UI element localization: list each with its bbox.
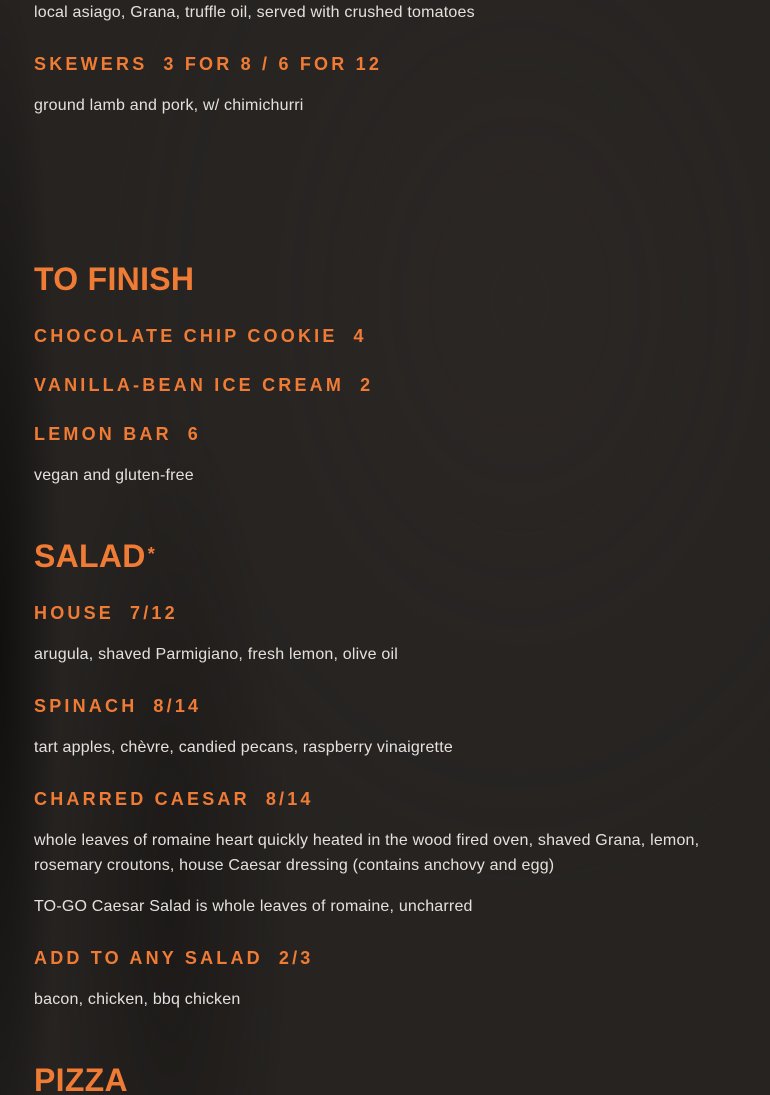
item-description: bacon, chicken, bbq chicken [34, 991, 241, 1008]
item-price: 8/14 [153, 696, 202, 716]
menu-item-house [34, 601, 178, 625]
item-price: 2/3 [278, 948, 314, 968]
item-description: whole leaves of romaine heart quickly heated in the wood fired oven, shaved Grana, lemon, rosemary croutons, house Caesar dressing (contains anchovy and egg) [34, 832, 700, 874]
menu-item-spinach [34, 694, 201, 718]
item-name: LEMON BAR [34, 424, 172, 444]
menu-item-chocolate-chip-cookie [34, 324, 367, 348]
section-title-text: SALAD [34, 538, 146, 574]
item-name: VANILLA-BEAN ICE CREAM [34, 375, 345, 395]
menu-item-vanilla-bean-ice-cream [34, 373, 373, 397]
section-title-salad [34, 538, 155, 574]
item-name: HOUSE [34, 603, 115, 623]
item-description: vegan and gluten-free [34, 467, 194, 484]
item-name: SPINACH [34, 696, 138, 716]
menu-item-charred-caesar [34, 787, 314, 811]
menu-item-skewers [34, 52, 382, 76]
item-name: CHARRED CAESAR [34, 789, 250, 809]
item-name: ADD TO ANY SALAD [34, 948, 263, 968]
menu-item-add-to-any-salad [34, 946, 314, 970]
item-price: 6 [187, 424, 202, 444]
item-description: arugula, shaved Parmigiano, fresh lemon, olive oil [34, 646, 398, 663]
item-description: tart apples, chèvre, candied pecans, raspberry vinaigrette [34, 739, 453, 756]
item-price: 7/12 [130, 603, 178, 623]
menu-item-lemon-bar [34, 422, 201, 446]
item-price: 4 [353, 326, 367, 346]
item-price: 8/14 [265, 789, 314, 809]
item-name: SKEWERS [34, 54, 148, 74]
item-description: ground lamb and pork, w/ chimichurri [34, 97, 304, 114]
item-price: 2 [360, 375, 374, 395]
section-title-to-finish: TO FINISH [34, 261, 195, 297]
item-name: CHOCOLATE CHIP COOKIE [34, 326, 338, 346]
footnote-mark: * [147, 544, 156, 564]
section-title-pizza: PIZZA [34, 1062, 128, 1095]
item-note: TO-GO Caesar Salad is whole leaves of romaine, uncharred [34, 898, 473, 915]
item-price: 3 FOR 8 / 6 FOR 12 [163, 54, 383, 74]
item-description: local asiago, Grana, truffle oil, served with crushed tomatoes [34, 4, 475, 21]
